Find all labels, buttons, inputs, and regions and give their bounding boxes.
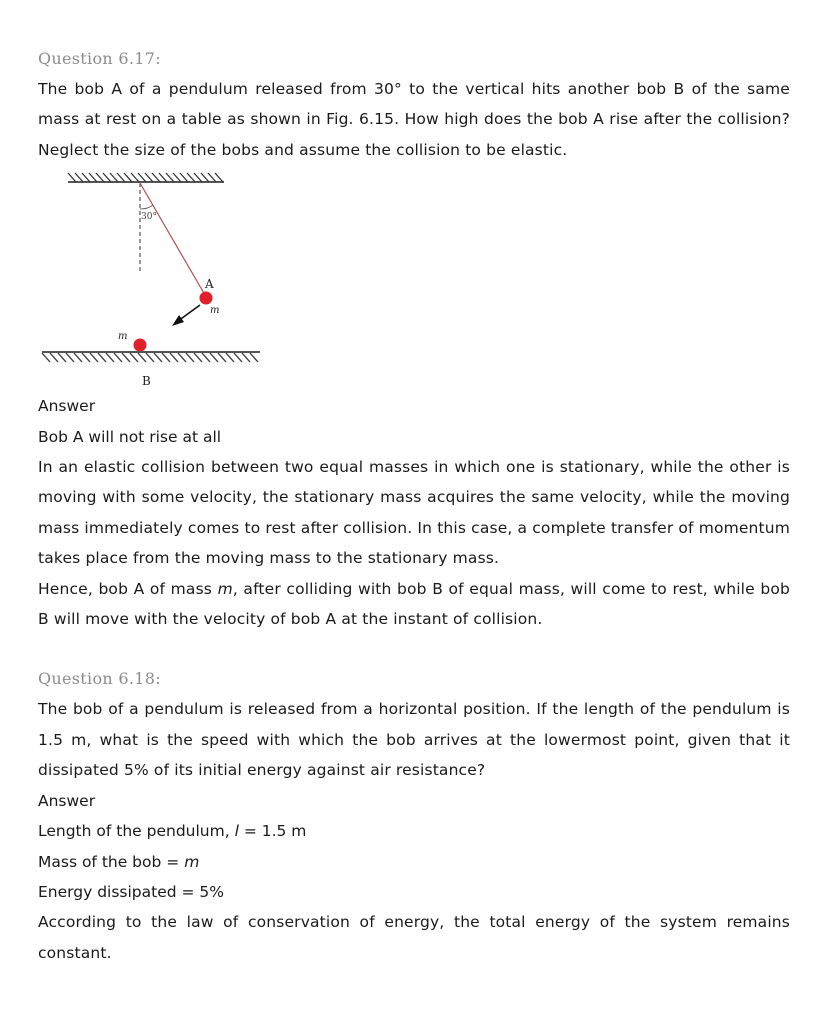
hatch-mark <box>145 173 153 182</box>
hatch-mark <box>124 173 132 182</box>
hatch-mark <box>138 353 146 362</box>
answer-explanation-6-17: In an elastic collision between two equal masses in which one is stationary, while the other is moving with some velocity, the stationary mass acquires the same velocity, while the moving mass immediately comes to rest after collision. In this case, a complete transfer of momentum takes place from the moving mass to the stationary mass. <box>38 458 790 568</box>
hatch-mark <box>58 353 66 362</box>
hatch-mark <box>103 173 111 182</box>
answer-label-6-18: Answer <box>38 791 96 810</box>
hatch-mark <box>180 173 188 182</box>
velocity-arrow <box>172 305 200 326</box>
table-surface <box>42 352 260 362</box>
hatch-mark <box>234 353 242 362</box>
hatch-mark <box>242 353 250 362</box>
question-6-18-text: The bob of a pendulum is released from a horizontal position. If the length of the pendulum is 1.5 m, what is the speed with which the bob arrives at the lowermost point, given that it dissipated 5% of its initial energy against air resistance? <box>38 700 790 780</box>
bob-b-label: B <box>142 374 151 389</box>
hatch-mark <box>117 173 125 182</box>
given-mass <box>38 847 790 877</box>
hatch-mark <box>96 173 104 182</box>
answer-summary-6-17: Bob A will not rise at all <box>38 427 222 446</box>
hatch-mark <box>146 353 154 362</box>
hatch-mark <box>226 353 234 362</box>
hatch-mark <box>130 353 138 362</box>
hatch-mark <box>202 353 210 362</box>
hatch-mark <box>82 353 90 362</box>
pendulum-string <box>140 183 205 295</box>
hatch-mark <box>154 353 162 362</box>
hatch-mark <box>162 353 170 362</box>
hatch-mark <box>250 353 258 362</box>
hatch-mark <box>210 353 218 362</box>
hatch-mark <box>159 173 167 182</box>
mass-text: Mass of the bob = <box>38 852 185 871</box>
hatch-mark <box>106 353 114 362</box>
hatch-mark <box>98 353 106 362</box>
angle-arc <box>140 205 153 209</box>
hatch-mark <box>50 353 58 362</box>
hatch-mark <box>152 173 160 182</box>
angle-label: 30° <box>141 212 157 223</box>
hatch-mark <box>186 353 194 362</box>
hatch-mark <box>215 173 223 182</box>
hatch-mark <box>42 353 50 362</box>
hatch-mark <box>187 173 195 182</box>
given-length <box>38 816 790 846</box>
length-text: Length of the pendulum, <box>38 822 235 841</box>
hatch-mark <box>68 173 76 182</box>
hatch-mark <box>201 173 209 182</box>
document-page <box>38 44 790 968</box>
hatch-mark <box>218 353 226 362</box>
hatch-mark <box>194 173 202 182</box>
bob-a <box>200 292 213 305</box>
question-6-17-heading: Question 6.17: <box>38 49 161 68</box>
bob-a-mass-label: m <box>210 305 220 317</box>
answer-label-6-17: Answer <box>38 397 96 416</box>
hatch-mark <box>89 173 97 182</box>
hatch-mark <box>178 353 186 362</box>
mass-variable: m <box>184 852 200 871</box>
hatch-mark <box>170 353 178 362</box>
hatch-mark <box>75 173 83 182</box>
bob-b <box>134 339 147 352</box>
conclusion-text: Hence, bob A of mass <box>38 579 218 598</box>
question-6-18-heading: Question 6.18: <box>38 669 161 689</box>
pendulum-diagram <box>38 165 278 391</box>
hatch-mark <box>138 173 146 182</box>
figure-6-15 <box>38 165 278 391</box>
hatch-mark <box>208 173 216 182</box>
hatch-mark <box>114 353 122 362</box>
hatch-mark <box>122 353 130 362</box>
conclusion-text-rest: , after colliding with bob B of equal mass, will come to rest, while bob B will move with the velocity of bob A at the instant of collision. <box>38 579 790 629</box>
hatch-mark <box>166 173 174 182</box>
conservation-statement: According to the law of conservation of energy, the total energy of the system remains constant. <box>38 913 790 962</box>
mass-variable: m <box>217 579 233 598</box>
hatch-mark <box>66 353 74 362</box>
hatch-mark <box>90 353 98 362</box>
given-energy-dissipated: Energy dissipated = 5% <box>38 882 225 901</box>
hatch-mark <box>173 173 181 182</box>
length-variable: l <box>234 822 239 841</box>
hatch-mark <box>82 173 90 182</box>
ceiling-support <box>68 173 224 182</box>
question-6-17-text: The bob A of a pendulum released from 30° to the vertical hits another bob B of the same mass at rest on a table as shown in Fig. 6.15. How high does the bob A rise after the collision? Neglect the size of the bobs and assume the collision to be elastic. <box>38 80 790 159</box>
bob-a-label: A <box>205 277 214 292</box>
hatch-mark <box>131 173 139 182</box>
hatch-mark <box>194 353 202 362</box>
bob-b-mass-label: m <box>118 331 128 343</box>
length-value: = 1.5 m <box>238 822 307 841</box>
hatch-mark <box>110 173 118 182</box>
answer-conclusion-6-17 <box>38 574 790 635</box>
hatch-mark <box>74 353 82 362</box>
